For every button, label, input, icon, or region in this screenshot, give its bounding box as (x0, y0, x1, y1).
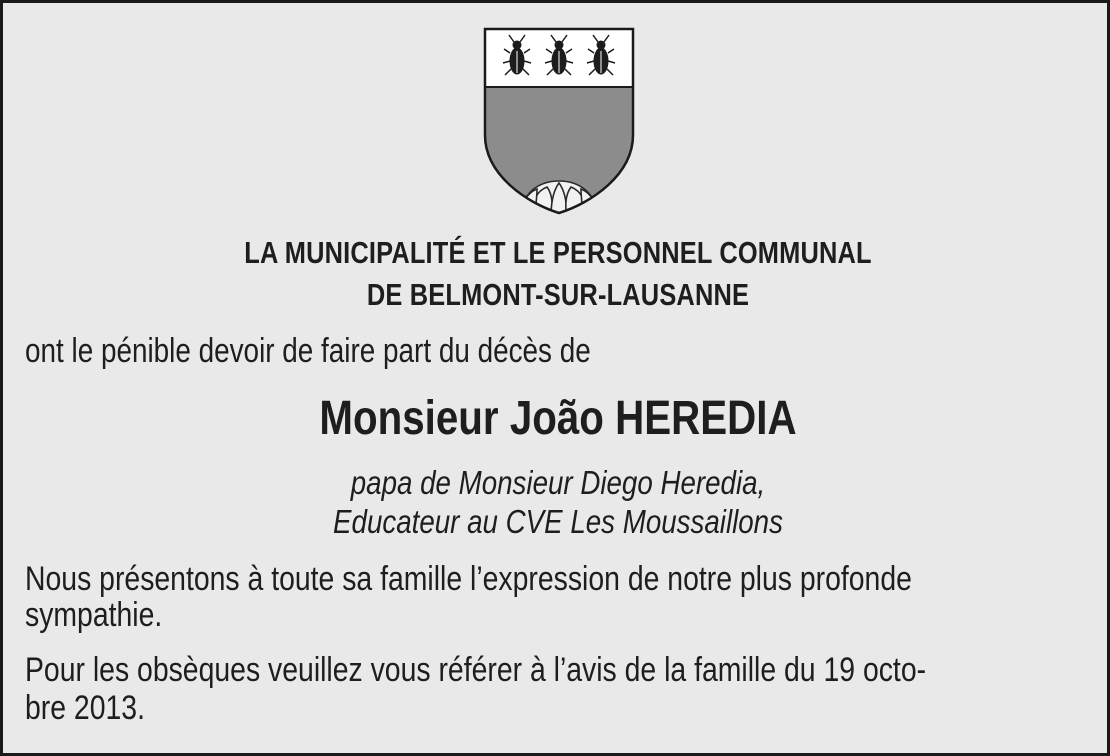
funeral-notice-line-2: bre 2013. (25, 689, 145, 727)
beetle-icon (503, 35, 615, 75)
funeral-notice-line-1: Pour les obsèques veuillez vous référer à l’avis de la famille du 19 octo- (25, 651, 927, 689)
condolence-line-2: sympathie. (25, 596, 163, 634)
condolence-line-1: Nous présentons à toute sa famille l’expression de notre plus profonde (25, 560, 912, 598)
relation-line-1: papa de Monsieur Diego Heredia, (350, 464, 766, 501)
intro-text: ont le pénible devoir de faire part du décès de (25, 332, 591, 370)
municipal-coat-of-arms (481, 25, 637, 217)
deceased-name: Monsieur João HEREDIA (319, 392, 797, 445)
heading-line-2: DE BELMONT-SUR-LAUSANNE (366, 277, 750, 312)
relation-line-2: Educateur au CVE Les Moussaillons (333, 503, 783, 540)
heading-line-1: LA MUNICIPALITÉ ET LE PERSONNEL COMMUNAL (244, 235, 872, 270)
